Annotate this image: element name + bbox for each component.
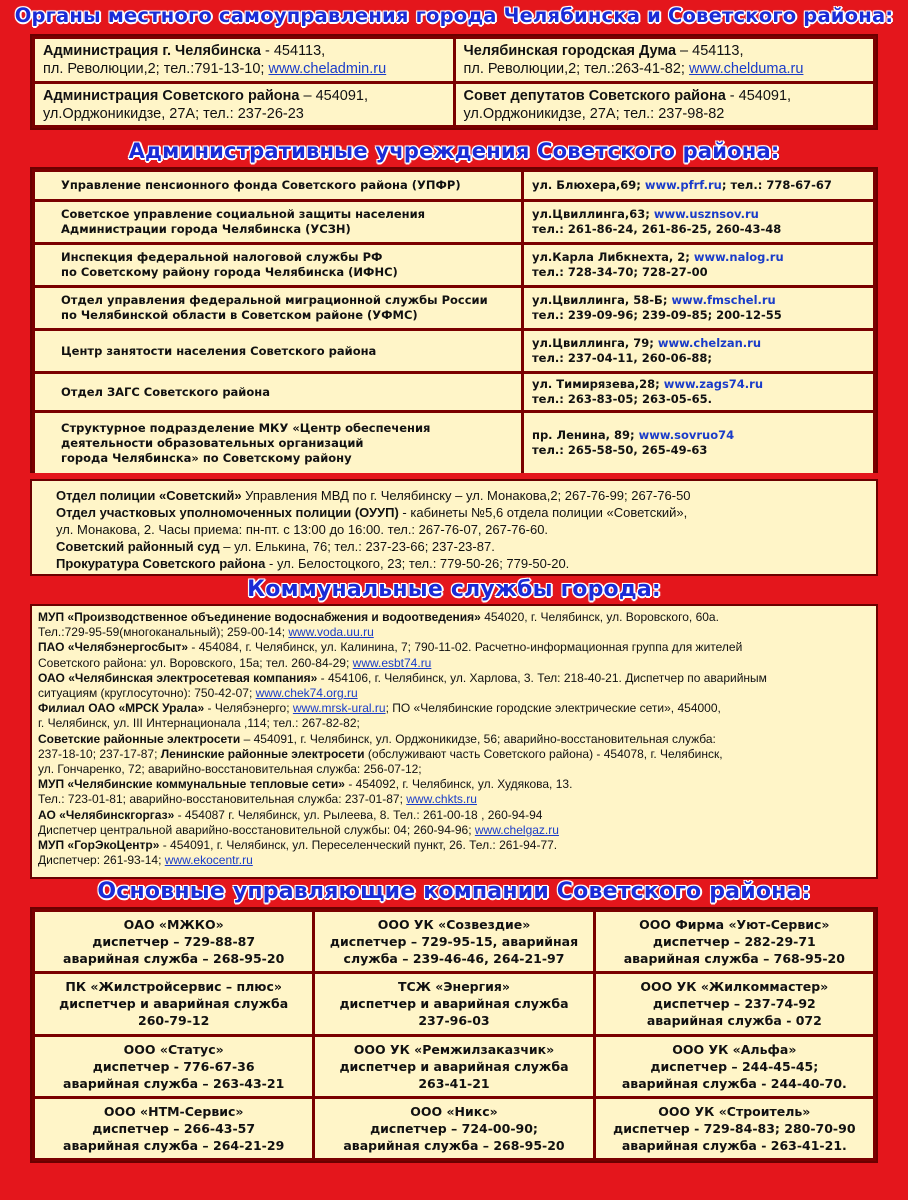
utility-line: МУП «Производственное объединение водоснабжения и водоотведения» 454020, г. Челябинск, ул. Воровского, 60а. xyxy=(38,610,719,624)
admin-institution-name: Центр занятости населения Советского района xyxy=(35,331,521,371)
utility-line: ул. Гончаренко, 72; аварийно-восстановительная служба: 256-07-12; xyxy=(38,762,422,777)
website-link[interactable]: www.mrsk-ural.ru xyxy=(292,701,386,716)
management-company-card: ООО УК «Альфа» диспетчер – 244-45-45; аварийная служба - 244-40-70. xyxy=(596,1037,873,1096)
gov-cell: Совет депутатов Советского района - 454091, ул.Орджоникидзе, 27А; тел.: 237-98-82 xyxy=(456,84,874,126)
website-link[interactable]: www.chek74.org.ru xyxy=(255,686,358,701)
utility-line: ОАО «Челябинская электросетевая компания» - 454106, г. Челябинск, ул. Харлова, 3. Тел: 218-40-21. Диспетчер по аварийным xyxy=(38,670,767,685)
admin-institution-name: Управление пенсионного фонда Советского района (УПФР) xyxy=(35,172,521,199)
utilities-block xyxy=(30,604,878,879)
website-link[interactable]: www.usznsov.ru xyxy=(653,207,759,221)
utility-line: г. Челябинск, ул. III Интернационала ,114; тел.: 267-82-82; xyxy=(38,716,360,731)
link-cheladmin[interactable]: www.cheladmin.ru xyxy=(268,61,387,77)
admin-institution-name: Инспекция федеральной налоговой службы РФ по Советскому району города Челябинска (ИФНС) xyxy=(35,245,521,285)
management-company-card: ООО «Статус» диспетчер - 776-67-36 аварийная служба – 263-43-21 xyxy=(35,1037,312,1096)
admin-institution-contact: пр. Ленина, 89; www.sovruo74 тел.: 265-58-50, 265-49-63 xyxy=(524,413,873,473)
utility-line: Советские районные электросети – 454091, г. Челябинск, ул. Орджоникидзе, 56; аварийно-восстановительная служба: xyxy=(38,731,716,746)
utility-line: 237-18-10; 237-17-87; Ленинские районные электросети (обслуживают часть Советского района) - 454078, г. Челябинск, xyxy=(38,746,723,761)
admin-institution-contact: ул.Цвиллинга,63; www.usznsov.ru тел.: 261-86-24, 261-86-25, 260-43-48 xyxy=(524,202,873,242)
website-link[interactable]: www.ekocentr.ru xyxy=(164,853,253,868)
utility-line: Филиал ОАО «МРСК Урала» - Челябэнерго; www.mrsk-ural.ru; ПО «Челябинские городские электрические сети», 454000, xyxy=(38,701,721,716)
heading-admin-institutions: Административные учреждения Советского района: xyxy=(128,139,780,163)
management-company-card: ПК «Жилстройсервис – плюс» диспетчер и аварийная служба 260-79-12 xyxy=(35,974,312,1033)
management-company-card: ООО УК «Ремжилзаказчик» диспетчер и аварийная служба 263-41-21 xyxy=(315,1037,592,1096)
website-link[interactable]: www.chkts.ru xyxy=(406,792,477,807)
heading-management-companies: Основные управляющие компании Советского района: xyxy=(97,879,811,904)
admin-institution-name: Структурное подразделение МКУ «Центр обеспечения деятельности образовательных организаций города Челябинска» по Советскому району xyxy=(35,413,521,473)
utility-line: ситуациям (круглосуточно): 750-42-07; www.chek74.org.ru xyxy=(38,686,358,701)
admin-institution-contact: ул.Карла Либкнехта, 2; www.nalog.ru тел.: 728-34-70; 728-27-00 xyxy=(524,245,873,285)
management-company-card: ООО Фирма «Уют-Сервис» диспетчер – 282-29-71 аварийная служба – 768-95-20 xyxy=(596,912,873,971)
gov-cell: Администрация г. Челябинска - 454113, пл. Революции,2; тел.:791-13-10; www.cheladmin.ru xyxy=(35,39,453,81)
police-court-block: Отдел полиции «Советский» Управления МВД по г. Челябинску – ул. Монакова,2; 267-76-99; 267-76-50 Отдел участковых уполномоченных полиции (ОУУП) - кабинеты №5,6 отдела полиции «Советский», ул. Монакова, 2. Часы приема: пн-пт. с 13:00 до 16:00. тел.: 267-76-07, 267-76-60. Советский районный суд – ул. Елькина, 76; тел.: 237-23-66; 237-23-87. Прокуратура Советского района - ул. Белостоцкого, 23; тел.: 779-50-26; 779-50-20. xyxy=(30,479,878,576)
heading-local-government: Органы местного самоуправления города Челябинска и Советского района: xyxy=(14,4,894,27)
website-link[interactable]: www.fmschel.ru xyxy=(671,293,776,307)
admin-institution-name: Советское управление социальной защиты населения Администрации города Челябинска (УСЗН) xyxy=(35,202,521,242)
admin-institution-contact: ул. Тимирязева,28; www.zags74.ru тел.: 263-83-05; 263-05-65. xyxy=(524,374,873,410)
management-company-card: ООО УК «Строитель» диспетчер - 729-84-83; 280-70-90 аварийная служба - 263-41-21. xyxy=(596,1099,873,1158)
utility-line: АО «Челябинскгоргаз» - 454087 г. Челябинск, ул. Рылеева, 8. Тел.: 261-00-18 , 260-94-94 xyxy=(38,807,543,822)
utility-line: Тел.:729-95-59(многоканальный); 259-00-14; www.voda.uu.ru xyxy=(38,625,374,640)
admin-institution-contact: ул. Блюхера,69; www.pfrf.ru; тел.: 778-67-67 xyxy=(524,172,873,199)
utility-line: Тел.: 723-01-81; аварийно-восстановительная служба: 237-01-87; www.chkts.ru xyxy=(38,792,477,807)
website-link[interactable]: www.pfrf.ru xyxy=(644,178,722,192)
management-company-card: ООО УК «Жилкоммастер» диспетчер – 237-74-92 аварийная служба - 072 xyxy=(596,974,873,1033)
utility-line: Диспетчер центральной аварийно-восстановительной службы: 04; 260-94-96; www.chelgaz.ru xyxy=(38,822,559,837)
local-government-grid xyxy=(30,34,878,130)
management-company-card: ООО УК «Созвездие» диспетчер – 729-95-15, аварийная служба – 239-46-46, 264-21-97 xyxy=(315,912,592,971)
management-company-card: ООО «НТМ-Сервис» диспетчер – 266-43-57 аварийная служба – 264-21-29 xyxy=(35,1099,312,1158)
website-link[interactable]: www.chelzan.ru xyxy=(657,336,762,350)
utility-line: Советского района: ул. Воровского, 15а; тел. 260-84-29; www.esbt74.ru xyxy=(38,655,432,670)
website-link[interactable]: www.zags74.ru xyxy=(663,377,764,391)
website-link[interactable]: www.esbt74.ru xyxy=(352,655,432,670)
management-company-card: ООО «Никс» диспетчер – 724-00-90; аварийная служба – 268-95-20 xyxy=(315,1099,592,1158)
admin-institution-contact: ул.Цвиллинга, 58-Б; www.fmschel.ru тел.: 239-09-96; 239-09-85; 200-12-55 xyxy=(524,288,873,328)
admin-institution-name: Отдел ЗАГС Советского района xyxy=(35,374,521,410)
management-companies-grid xyxy=(30,907,878,1163)
admin-institutions-table xyxy=(30,167,878,473)
management-company-card: ОАО «МЖКО» диспетчер – 729-88-87 аварийная служба – 268-95-20 xyxy=(35,912,312,971)
gov-cell: Администрация Советского района – 454091, ул.Орджоникидзе, 27А; тел.: 237-26-23 xyxy=(35,84,453,126)
utility-line: МУП «Челябинские коммунальные тепловые сети» - 454092, г. Челябинск, ул. Худякова, 13. xyxy=(38,777,573,792)
link-chelduma[interactable]: www.chelduma.ru xyxy=(689,61,804,77)
website-link[interactable]: www.voda.uu.ru xyxy=(288,625,374,640)
admin-institution-contact: ул.Цвиллинга, 79; www.chelzan.ru тел.: 237-04-11, 260-06-88; xyxy=(524,331,873,371)
website-link[interactable]: www.nalog.ru xyxy=(693,250,784,264)
gov-cell: Челябинская городская Дума – 454113, пл. Революции,2; тел.:263-41-82; www.chelduma.ru xyxy=(456,39,874,81)
website-link[interactable]: www.sovruo74 xyxy=(638,428,735,442)
utility-line: Диспетчер: 261-93-14; www.ekocentr.ru xyxy=(38,853,253,868)
admin-institution-name: Отдел управления федеральной миграционной службы России по Челябинской области в Советском районе (УФМС) xyxy=(35,288,521,328)
heading-utilities: Коммунальные службы города: xyxy=(247,577,661,602)
management-company-card: ТСЖ «Энергия» диспетчер и аварийная служба 237-96-03 xyxy=(315,974,592,1033)
utility-line: ПАО «Челябэнергосбыт» - 454084, г. Челябинск, ул. Калинина, 7; 790-11-02. Расчетно-информационная группа для жителей xyxy=(38,640,743,655)
utility-line: МУП «ГорЭкоЦентр» - 454091, г. Челябинск, ул. Переселенческий пункт, 26. Тел.: 261-94-77. xyxy=(38,838,558,853)
website-link[interactable]: www.chelgaz.ru xyxy=(474,822,559,837)
